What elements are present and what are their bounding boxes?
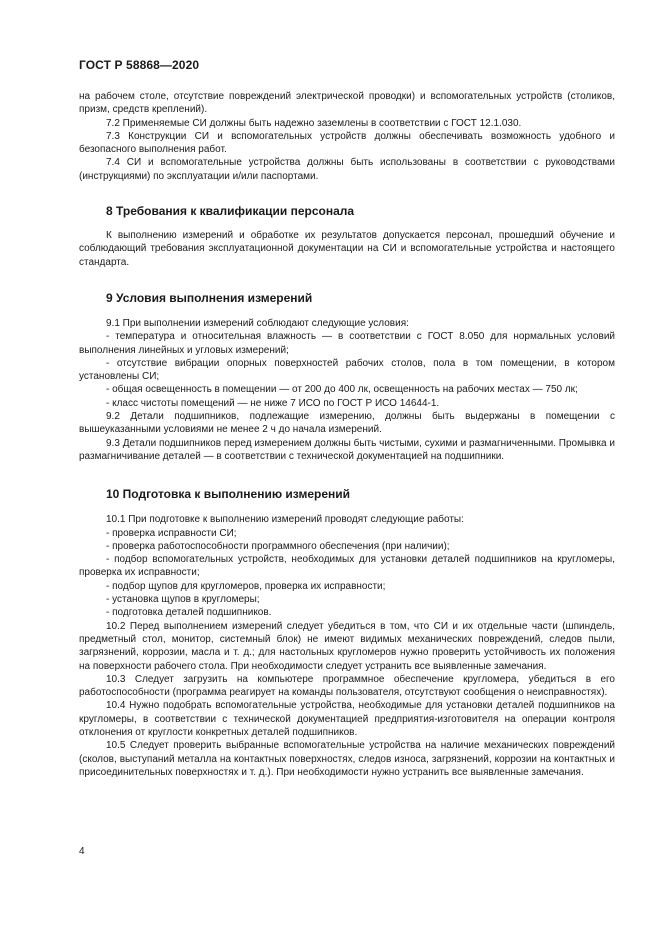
list-item: - температура и относительная влажность — в соответствии с ГОСТ 8.050 для нормальных условий выполнения линейных и угловых измерений;: [79, 331, 615, 356]
document-header: ГОСТ Р 58868—2020: [79, 58, 200, 72]
list-item: - проверка исправности СИ;: [106, 527, 237, 539]
paragraph: 10.2 Перед выполнением измерений следует убедиться в том, что СИ и их отдельные части (шпиндель, предметный стол, монитор, системный блок) не имеют видимых механических повреждений, следов пыли, загрязнений, коррозии, масла и т. д.; для настольных кругломеров нужно проверить устойчивость их положения на поверхности рабочего стола. При необходимости следует устранить все выявленные замечания.: [79, 620, 615, 672]
page-number: 4: [79, 846, 85, 857]
list-item: - подбор щупов для кругломеров, проверка их исправности;: [106, 580, 386, 592]
paragraph: 7.2 Применяемые СИ должны быть надежно заземлены в соответствии с ГОСТ 12.1.030.: [106, 117, 522, 129]
paragraph: 10.5 Следует проверить выбранные вспомогательные устройства на наличие механических повреждений (сколов, выступаний металла на контактных поверхностях, следов износа, загрязнений, коррозии на контактных и присоединительных поверхностях и т. д.). При необходимости нужно устранить все выявленные замечания.: [79, 740, 615, 778]
list-item: - подготовка деталей подшипников.: [106, 607, 272, 619]
paragraph: 10.3 Следует загрузить на компьютере программное обеспечение кругломера, убедиться в его работоспособности (программа реагирует на команды пользователя, отсутствуют сообщения о неисправностях).: [79, 673, 615, 699]
paragraph: 7.4 СИ и вспомогательные устройства должны быть использованы в соответствии с руководствами (инструкциями) по эксплуатации и/или паспортами.: [79, 157, 615, 182]
paragraph: К выполнению измерений и обработке их результатов допускается персонал, прошедший обучение и соблюдающий требования эксплуатационной документации на СИ и вспомогательные устройства и настоящего стандарта.: [79, 230, 615, 268]
list-item: - подбор вспомогательных устройств, необходимых для установки деталей подшипников на кругломеры, проверка их исправности;: [79, 554, 615, 579]
list-item: - установка щупов в кругломеры;: [106, 594, 260, 606]
section-heading-10: 10 Подготовка к выполнению измерений: [106, 487, 351, 502]
paragraph: 9.2 Детали подшипников, подлежащие измерению, должны быть выдержаны в помещении с вышеуказанными условиями не менее 2 ч до начала измерений.: [79, 411, 615, 436]
section-heading-9: 9 Условия выполнения измерений: [106, 290, 313, 305]
paragraph: 10.4 Нужно подобрать вспомогательные устройства, необходимые для установки деталей подшипников на кругломеры, в соответствии с технической документацией предприятия-изготовителя на операции контроля отклонения от круглости конкретных деталей подшипников.: [79, 700, 615, 738]
list-item: - класс чистоты помещений — не ниже 7 ИСО по ГОСТ Р ИСО 14644-1.: [106, 397, 440, 409]
paragraph: на рабочем столе, отсутствие повреждений электрической проводки) и вспомогательных устройств (столиков, призм, средств креплений).: [79, 91, 615, 116]
paragraph: 10.1 При подготовке к выполнению измерений проводят следующие работы:: [106, 514, 464, 526]
section-heading-8: 8 Требования к квалификации персонала: [106, 204, 355, 219]
page-body: [79, 90, 615, 779]
paragraph: 9.1 При выполнении измерений соблюдают следующие условия:: [106, 317, 409, 329]
list-item: - отсутствие вибрации опорных поверхностей рабочих столов, пола в том помещении, в котором установлены СИ;: [79, 357, 615, 383]
list-item: - проверка работоспособности программного обеспечения (при наличии);: [106, 540, 450, 552]
list-item: - общая освещенность в помещении — от 200 до 400 лк, освещенность на рабочих местах — 750 лк;: [106, 384, 578, 396]
paragraph: 9.3 Детали подшипников перед измерением должны быть чистыми, сухими и размагниченными. Промывка и размагничивание деталей — в соответствии с технической документацией на подшипники.: [79, 437, 615, 462]
paragraph: 7.3 Конструкции СИ и вспомогательных устройств должны обеспечивать возможность удобного и безопасного выполнения работ.: [79, 130, 615, 156]
